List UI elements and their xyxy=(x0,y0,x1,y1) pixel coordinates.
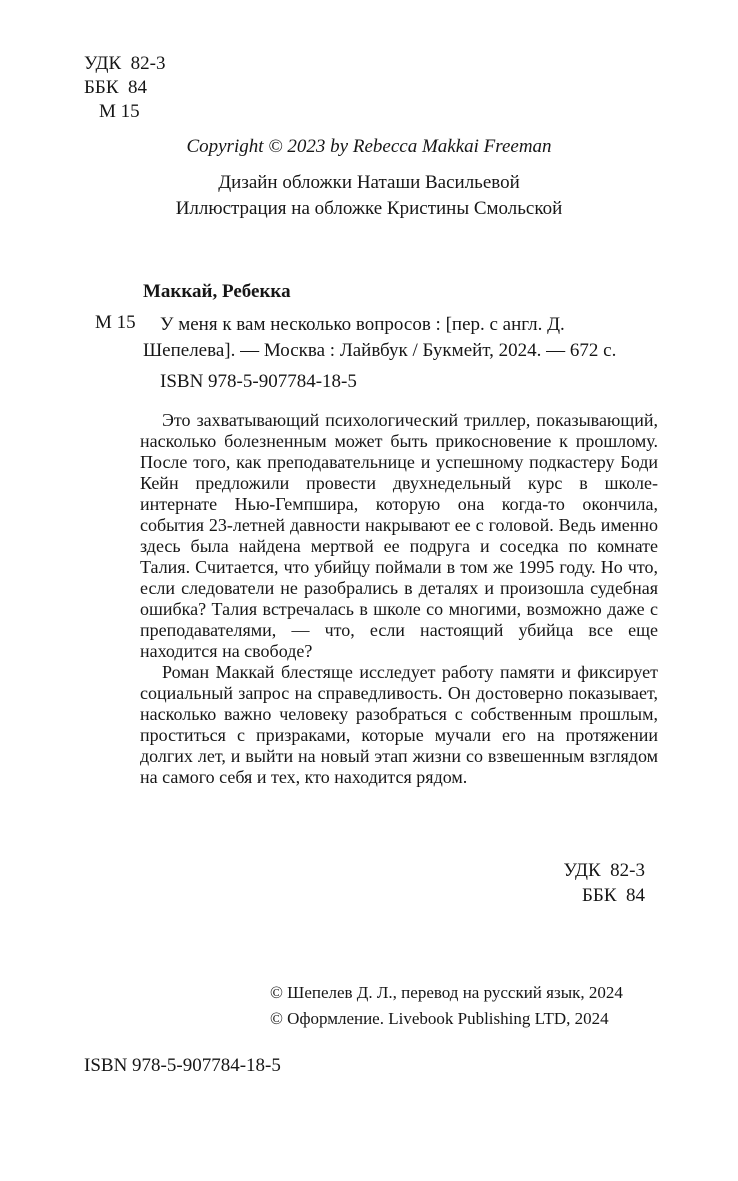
catalog-entry: У меня к вам несколько вопросов : [пер. с англ. Д. Шепелева]. — Москва : Лайвбук / Букмейт, 2024. — 672 с. xyxy=(143,314,617,361)
cover-illustration-credit: Иллюстрация на обложке Кристины Смольской xyxy=(175,198,563,219)
annotation-paragraph-2: Роман Маккай блестяще исследует работу памяти и фиксирует социальный запрос на справедливость. Он достоверно показывает, насколько важно человеку разобраться с собственным прошлым, проститься с призраками, которые мучали его на протяжении долгих лет, и выйти на новый этап жизни со взвешенным взглядом на самого себя и тех, кто находится рядом. xyxy=(140,662,658,787)
author-heading: Маккай, Ребекка xyxy=(143,281,291,302)
catalog-m-code: М 15 xyxy=(95,312,136,333)
design-copyright-notice: © Оформление. Livebook Publishing LTD, 2024 xyxy=(270,1009,609,1028)
m-code-top: М 15 xyxy=(99,101,140,122)
copyright-notices xyxy=(270,980,623,1032)
bbk-code-top: ББК 84 xyxy=(84,77,147,98)
annotation-paragraph-1: Это захватывающий психологический триллер, показывающий, насколько болезненным может быть прикосновение к прошлому. После того, как преподавательнице и успешному подкастеру Боди Кейн предложили провести двухнедельный курс в школе-интернате Нью-Гемпшира, которую она когда-то окончила, события 23-летней давности накрывают ее с головой. Ведь именно здесь была найдена мертвой ее подруга и соседка по комнате Талия. Считается, что убийцу поймали в том же 1995 году. Но что, если следователи не разобрались в деталях и произошла судебная ошибка? Талия встречалась в школе со многими, возможно даже с преподавателями, — что, если настоящий убийца все еще находится на свободе? xyxy=(140,410,658,661)
bibliographic-codes-bottom xyxy=(140,858,645,908)
udk-code-top: УДК 82-3 xyxy=(84,53,166,74)
bbk-code-bottom: ББК 84 xyxy=(582,885,645,906)
cover-design-credit: Дизайн обложки Наташи Васильевой xyxy=(218,172,520,193)
annotation-block xyxy=(140,410,658,788)
udk-code-bottom: УДК 82-3 xyxy=(563,860,645,881)
bibliographic-codes-top xyxy=(84,52,166,124)
isbn-bottom: ISBN 978-5-907784-18-5 xyxy=(84,1055,281,1076)
translation-copyright-notice: © Шепелев Д. Л., перевод на русский язык, 2024 xyxy=(270,983,623,1002)
isbn-catalog: ISBN 978-5-907784-18-5 xyxy=(160,371,357,392)
original-copyright-line: Copyright © 2023 by Rebecca Makkai Freeman xyxy=(186,136,552,157)
